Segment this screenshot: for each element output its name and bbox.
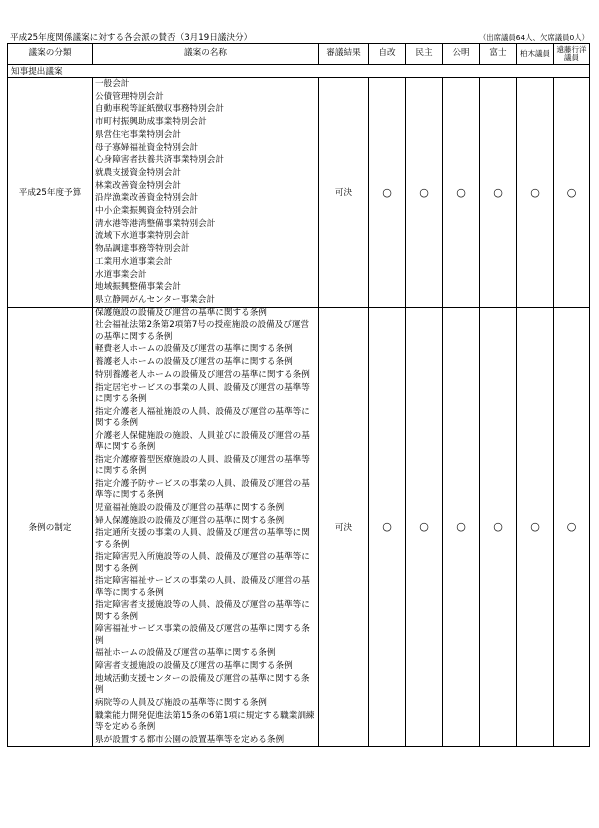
- document-title: 平成25年度関係議案に対する各会派の賛否（3月19日議決分）: [10, 33, 253, 43]
- bill-item: 自動車税等証紙徴収事務特別会計: [95, 104, 224, 115]
- vote-enfuji-budget: ○: [554, 78, 590, 308]
- bill-item: 障害福祉サービス事業の設備及び運営の基準に関する条例: [95, 624, 310, 646]
- vote-jimin-ordinance: ○: [369, 307, 406, 746]
- category-ordinance: 条例の制定: [8, 307, 93, 746]
- bill-item: 保護施設の設備及び運営の基準に関する条例: [95, 307, 267, 318]
- bill-item: 指定通所支援の事業の人員、設備及び運営の基準等に関する条例: [95, 528, 310, 550]
- bill-item: 児童福祉施設の設備及び運営の基準に関する条例: [95, 502, 285, 513]
- bill-item: 清水港等港湾整備事業特別会計: [95, 218, 216, 229]
- vote-jimin-budget: ○: [369, 78, 406, 308]
- bill-item: 養護老人ホームの設備及び運営の基準に関する条例: [95, 357, 293, 368]
- header-name: 議案の名称: [93, 44, 319, 65]
- header-row: [8, 44, 590, 65]
- category-budget: 平成25年度予算: [8, 78, 93, 308]
- bill-item: 指定障害者支援施設等の人員、設備及び運営の基準等に関する条例: [95, 600, 310, 622]
- group-row-ordinance: [8, 307, 590, 746]
- bill-item: 一般会計: [95, 79, 130, 89]
- bill-item: 軽費老人ホームの設備及び運営の基準に関する条例: [95, 344, 293, 355]
- bill-item: 職業能力開発促進法第15条の6第1項に規定する職業訓練等を定める条例: [95, 710, 315, 733]
- bill-item: 指定介護療養型医療施設の人員、設備及び運営の基準等に関する条例: [95, 454, 310, 477]
- bill-item: 中小企業振興資金特別会計: [95, 206, 199, 217]
- result-budget: 可決: [319, 78, 369, 308]
- section-row: [8, 65, 590, 78]
- bill-item: 心身障害者扶養共済事業特別会計: [95, 155, 224, 166]
- bill-item: 指定介護老人福祉施設の人員、設備及び運営の基準等に関する条例: [95, 406, 310, 429]
- vote-minshu-budget: ○: [406, 78, 443, 308]
- result-ordinance: 可決: [319, 307, 369, 746]
- header-jimin: 自改: [369, 44, 406, 65]
- bill-item: 市町村振興助成事業特別会計: [95, 117, 207, 128]
- bill-item: 指定障害児入所施設等の人員、設備及び運営の基準等に関する条例: [95, 552, 310, 574]
- items-ordinance: [93, 307, 319, 746]
- header-category: 議案の分類: [8, 44, 93, 65]
- bill-item: 物品調達事務等特別会計: [95, 244, 190, 255]
- items-budget: [93, 78, 319, 308]
- bill-item: 障害者支援施設の設備及び運営の基準に関する条例: [95, 661, 293, 672]
- bill-item: 県営住宅事業特別会計: [95, 129, 181, 140]
- bill-item: 婦人保護施設の設備及び運営の基準に関する条例: [95, 515, 285, 526]
- bill-item: 特別養護老人ホームの設備及び運営の基準に関する条例: [95, 370, 310, 381]
- bill-item: 流域下水道事業特別会計: [95, 231, 190, 242]
- header-kashiwagi: 柏木議員: [517, 44, 554, 65]
- header-result: 審議結果: [319, 44, 369, 65]
- attendance-note: （出席議員64人、欠席議員0人）: [478, 33, 589, 42]
- vote-komei-ordinance: ○: [443, 307, 480, 746]
- bill-item: 水道事業会計: [95, 269, 147, 280]
- vote-table: [7, 43, 590, 747]
- vote-fuji-budget: ○: [480, 78, 517, 308]
- vote-minshu-ordinance: ○: [406, 307, 443, 746]
- bill-item: 地域活動支援センターの設備及び運営の基準に関する条例: [95, 674, 310, 696]
- bill-item: 林業改善資金特別会計: [95, 180, 181, 191]
- vote-kashiwagi-ordinance: ○: [517, 307, 554, 746]
- vote-kashiwagi-budget: ○: [517, 78, 554, 308]
- vote-komei-budget: ○: [443, 78, 480, 308]
- header-minshu: 民主: [406, 44, 443, 65]
- bill-item: 指定介護予防サービスの事業の人員、設備及び運営の基準等に関する条例: [95, 478, 310, 501]
- bill-item: 沿岸漁業改善資金特別会計: [95, 193, 199, 204]
- group-row-budget: [8, 78, 590, 308]
- bill-item: 介護老人保健施設の施設、人員並びに設備及び運営の基準に関する条例: [95, 430, 310, 453]
- bill-item: 県が設置する都市公園の設置基準等を定める条例: [95, 734, 285, 745]
- bill-item: 就農支援資金特別会計: [95, 167, 181, 178]
- bill-item: 県立静岡がんセンター事業会計: [95, 294, 215, 305]
- bill-item: 公債管理特別会計: [95, 91, 164, 102]
- vote-fuji-ordinance: ○: [480, 307, 517, 746]
- header-fuji: 富士: [480, 44, 517, 65]
- bill-item: 工業用水道事業会計: [95, 256, 173, 267]
- header-enfuji: 遠藤行洋議員: [554, 44, 590, 65]
- bill-item: 病院等の人員及び施設の基準等に関する条例: [95, 698, 267, 709]
- section-title: 知事提出議案: [8, 65, 590, 78]
- vote-enfuji-ordinance: ○: [554, 307, 590, 746]
- bill-item: 指定居宅サービスの事業の人員、設備及び運営の基準等に関する条例: [95, 382, 310, 405]
- bill-item: 社会福祉法第2条第2項第7号の授産施設の設備及び運営の基準に関する条例: [95, 320, 310, 342]
- bill-item: 指定障害福祉サービスの事業の人員、設備及び運営の基準等に関する条例: [95, 576, 310, 598]
- bill-item: 地域振興整備事業会計: [95, 282, 181, 293]
- bill-item: 福祉ホームの設備及び運営の基準に関する条例: [95, 648, 276, 659]
- header-komei: 公明: [443, 44, 480, 65]
- bill-item: 母子寡婦福祉資金特別会計: [95, 142, 199, 153]
